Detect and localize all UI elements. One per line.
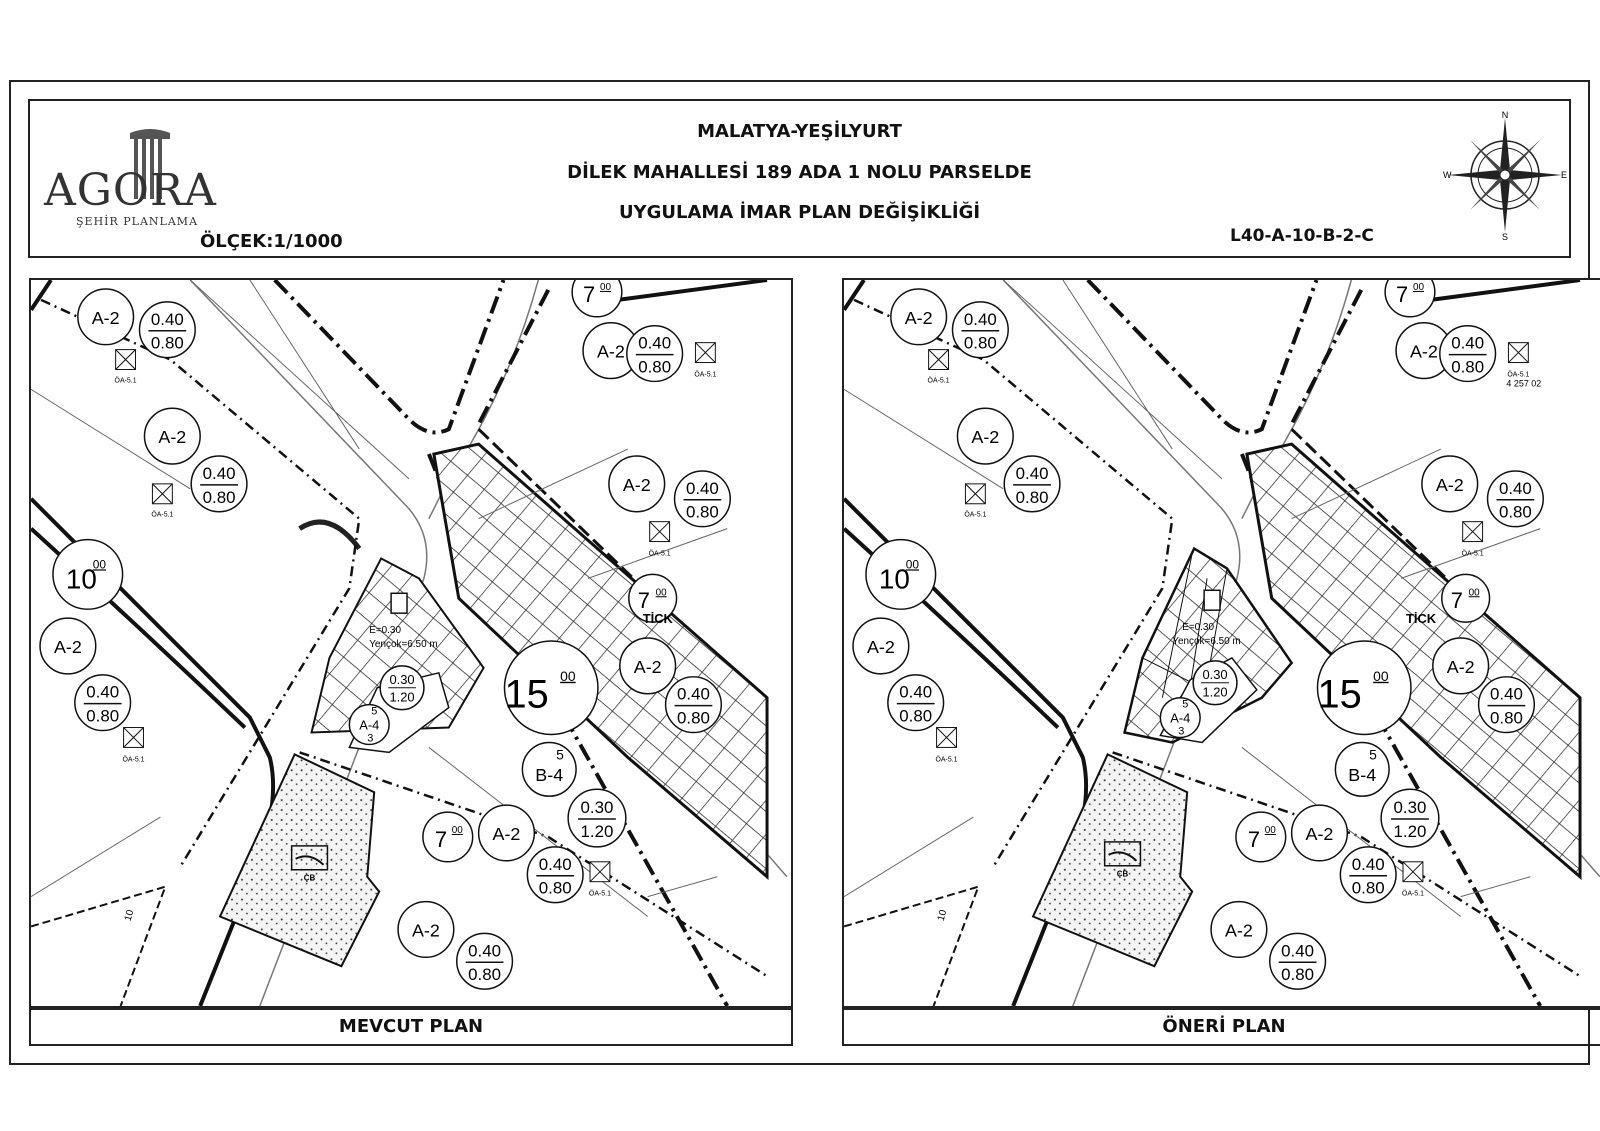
svg-text:3: 3 bbox=[1178, 725, 1185, 738]
road-width-7-right bbox=[1442, 574, 1490, 622]
svg-text:A-2: A-2 bbox=[1305, 823, 1334, 844]
sheet-number: L40-A-10-B-2-C bbox=[1230, 226, 1374, 246]
svg-text:A-2: A-2 bbox=[492, 823, 521, 844]
svg-text:A-2: A-2 bbox=[904, 307, 933, 328]
svg-text:ÇB: ÇB bbox=[303, 873, 316, 883]
svg-text:1.20: 1.20 bbox=[389, 689, 415, 705]
svg-text:0.40: 0.40 bbox=[202, 463, 236, 483]
current-plan-svg bbox=[31, 280, 791, 1006]
svg-text:7: 7 bbox=[1450, 588, 1463, 614]
svg-text:A-2: A-2 bbox=[1224, 920, 1253, 941]
svg-text:00: 00 bbox=[1412, 281, 1425, 293]
svg-text:A-2: A-2 bbox=[53, 636, 82, 657]
zone-group-1 bbox=[78, 289, 195, 384]
svg-text:0.80: 0.80 bbox=[1281, 965, 1315, 985]
svg-text:0.80: 0.80 bbox=[677, 708, 710, 728]
svg-text:0.40: 0.40 bbox=[1351, 854, 1385, 874]
svg-text:ÖA-5.1: ÖA-5.1 bbox=[151, 511, 174, 519]
svg-text:0.40: 0.40 bbox=[638, 333, 672, 353]
svg-text:0.40: 0.40 bbox=[1498, 478, 1532, 498]
svg-text:0.40: 0.40 bbox=[1490, 684, 1523, 704]
current-plan-map bbox=[29, 278, 793, 1008]
fuel-pump-icon bbox=[1204, 590, 1220, 610]
svg-text:0.80: 0.80 bbox=[468, 965, 502, 985]
svg-text:ÖA-5.1: ÖA-5.1 bbox=[935, 756, 958, 764]
svg-text:0.40: 0.40 bbox=[899, 682, 933, 702]
svg-text:0.40: 0.40 bbox=[1281, 941, 1315, 961]
svg-text:0.30: 0.30 bbox=[1202, 666, 1228, 682]
svg-text:5: 5 bbox=[556, 746, 564, 763]
svg-text:00: 00 bbox=[451, 824, 463, 836]
svg-text:A-2: A-2 bbox=[1435, 474, 1464, 495]
svg-text:0.80: 0.80 bbox=[538, 878, 572, 898]
svg-text:Yençok=6.50 m: Yençok=6.50 m bbox=[1172, 635, 1241, 647]
svg-text:0.30: 0.30 bbox=[580, 798, 614, 818]
svg-text:00: 00 bbox=[599, 281, 612, 293]
svg-text:0.80: 0.80 bbox=[1351, 878, 1385, 898]
svg-text:0.40: 0.40 bbox=[468, 941, 502, 961]
zone-group-8 bbox=[1211, 902, 1325, 990]
road-width-7-top bbox=[1385, 280, 1435, 317]
svg-text:A-2: A-2 bbox=[411, 920, 440, 941]
title-line-1: MALATYA-YEŞİLYURT bbox=[697, 121, 902, 142]
logo-name: AGORA bbox=[44, 165, 217, 216]
coordinate-label: 4 257 02 bbox=[1506, 378, 1542, 389]
svg-text:ÖA-5.1: ÖA-5.1 bbox=[648, 550, 671, 558]
svg-text:A-2: A-2 bbox=[1446, 656, 1475, 677]
svg-text:A-2: A-2 bbox=[622, 474, 651, 495]
svg-text:0.80: 0.80 bbox=[150, 333, 184, 353]
zone-group-5 bbox=[853, 618, 958, 763]
zone-group-3 bbox=[1396, 323, 1541, 389]
svg-text:7: 7 bbox=[583, 281, 596, 307]
road-width-7-mid bbox=[1236, 812, 1286, 862]
road-width-10 bbox=[53, 540, 123, 610]
svg-text:ÖA-5.1: ÖA-5.1 bbox=[114, 377, 137, 385]
zone-group-2 bbox=[957, 408, 1059, 518]
svg-text:0.80: 0.80 bbox=[202, 487, 236, 507]
svg-text:ÖA-5.1: ÖA-5.1 bbox=[964, 511, 987, 519]
svg-text:0.40: 0.40 bbox=[150, 309, 184, 329]
proposed-plan-caption: ÖNERİ PLAN bbox=[842, 1008, 1600, 1046]
title-line-2: DİLEK MAHALLESİ 189 ADA 1 NOLU PARSELDE bbox=[567, 162, 1032, 183]
svg-text:0.80: 0.80 bbox=[638, 357, 672, 377]
svg-text:7: 7 bbox=[1396, 281, 1409, 307]
fuel-pump-icon bbox=[391, 593, 407, 613]
compass-w: W bbox=[1443, 170, 1452, 180]
contour-10: 10 bbox=[935, 908, 950, 923]
svg-text:0.80: 0.80 bbox=[899, 706, 933, 726]
zone-group-5 bbox=[40, 618, 145, 763]
compass-n: N bbox=[1501, 110, 1509, 120]
svg-text:A-2: A-2 bbox=[158, 427, 187, 448]
road-width-10 bbox=[866, 540, 936, 610]
proposed-plan-svg bbox=[844, 280, 1600, 1006]
svg-text:15: 15 bbox=[1317, 672, 1362, 717]
road-width-7-mid bbox=[423, 812, 473, 862]
svg-text:00: 00 bbox=[1468, 587, 1480, 599]
svg-text:0.80: 0.80 bbox=[86, 706, 120, 726]
svg-text:ÖA-5.1: ÖA-5.1 bbox=[1401, 890, 1424, 898]
svg-text:A-2: A-2 bbox=[866, 636, 895, 657]
svg-text:00: 00 bbox=[92, 557, 107, 572]
svg-text:0.80: 0.80 bbox=[963, 333, 997, 353]
svg-text:0.80: 0.80 bbox=[1490, 708, 1523, 728]
svg-text:10: 10 bbox=[878, 563, 910, 595]
svg-text:00: 00 bbox=[1373, 667, 1389, 684]
svg-text:1.20: 1.20 bbox=[1202, 684, 1228, 700]
svg-text:A-4: A-4 bbox=[1170, 710, 1191, 726]
svg-text:A-2: A-2 bbox=[633, 656, 662, 677]
svg-text:0.80: 0.80 bbox=[1451, 357, 1485, 377]
svg-text:0.80: 0.80 bbox=[685, 502, 719, 522]
scale-label: ÖLÇEK:1/1000 bbox=[200, 231, 343, 252]
svg-text:ÖA-5.1: ÖA-5.1 bbox=[588, 890, 611, 898]
svg-text:7: 7 bbox=[637, 588, 650, 614]
svg-text:ÇB: ÇB bbox=[1116, 869, 1129, 879]
svg-text:0.40: 0.40 bbox=[963, 309, 997, 329]
svg-text:0.80: 0.80 bbox=[1498, 502, 1532, 522]
title-block bbox=[28, 99, 1571, 258]
svg-text:ÖA-5.1: ÖA-5.1 bbox=[1507, 371, 1530, 379]
svg-text:E=0.30: E=0.30 bbox=[1182, 622, 1215, 634]
zone-group-2 bbox=[144, 408, 246, 518]
svg-text:0.40: 0.40 bbox=[1015, 463, 1049, 483]
svg-text:A-2: A-2 bbox=[1409, 341, 1438, 362]
svg-text:A-2: A-2 bbox=[971, 427, 1000, 448]
svg-text:1.20: 1.20 bbox=[580, 821, 614, 841]
svg-text:ÖA-5.1: ÖA-5.1 bbox=[1461, 550, 1484, 558]
svg-text:5: 5 bbox=[1369, 746, 1377, 763]
svg-text:E=0.30: E=0.30 bbox=[369, 625, 402, 637]
svg-text:0.80: 0.80 bbox=[1015, 487, 1049, 507]
svg-text:7: 7 bbox=[1247, 826, 1261, 852]
title-line-3: UYGULAMA İMAR PLAN DEĞİŞİKLİĞİ bbox=[618, 202, 981, 223]
road-width-15 bbox=[504, 641, 597, 734]
svg-text:TİCK: TİCK bbox=[1405, 611, 1437, 627]
zone-group-1 bbox=[891, 289, 1008, 384]
svg-text:0.40: 0.40 bbox=[677, 684, 710, 704]
svg-text:0.40: 0.40 bbox=[86, 682, 120, 702]
svg-text:TİCK: TİCK bbox=[642, 611, 673, 627]
compass-rose-icon bbox=[1440, 110, 1570, 240]
svg-text:0.40: 0.40 bbox=[538, 854, 572, 874]
zone-group-3 bbox=[583, 323, 716, 382]
svg-text:A-2: A-2 bbox=[91, 307, 120, 328]
svg-text:10: 10 bbox=[65, 563, 97, 595]
svg-text:00: 00 bbox=[560, 667, 576, 684]
svg-text:A-2: A-2 bbox=[596, 341, 625, 362]
svg-text:0.40: 0.40 bbox=[1451, 333, 1485, 353]
road-width-7-top bbox=[572, 280, 622, 317]
svg-text:B-4: B-4 bbox=[1348, 765, 1377, 786]
svg-text:3: 3 bbox=[367, 732, 374, 745]
svg-text:00: 00 bbox=[655, 587, 667, 599]
svg-text:00: 00 bbox=[1264, 824, 1276, 836]
svg-text:00: 00 bbox=[905, 557, 920, 572]
road-width-15 bbox=[1317, 641, 1410, 734]
svg-text:7: 7 bbox=[434, 826, 448, 852]
svg-text:0.30: 0.30 bbox=[1393, 798, 1427, 818]
proposed-plan-map bbox=[842, 278, 1600, 1008]
svg-text:ÖA-5.1: ÖA-5.1 bbox=[694, 371, 717, 379]
svg-text:B-4: B-4 bbox=[535, 765, 564, 786]
zone-group-4 bbox=[609, 456, 730, 557]
zone-group-4 bbox=[1422, 456, 1543, 557]
zone-group-8 bbox=[398, 902, 512, 990]
svg-text:15: 15 bbox=[504, 672, 549, 717]
svg-text:5: 5 bbox=[371, 705, 378, 718]
svg-text:0.30: 0.30 bbox=[389, 671, 415, 687]
svg-text:ÖA-5.1: ÖA-5.1 bbox=[927, 377, 950, 385]
svg-text:1.20: 1.20 bbox=[1393, 821, 1427, 841]
logo-subtitle: ŞEHİR PLANLAMA bbox=[76, 215, 199, 228]
contour-10: 10 bbox=[122, 908, 137, 923]
svg-text:0.40: 0.40 bbox=[685, 478, 719, 498]
svg-text:5: 5 bbox=[1182, 698, 1189, 711]
svg-text:ÖA-5.1: ÖA-5.1 bbox=[122, 756, 145, 764]
current-plan-caption: MEVCUT PLAN bbox=[29, 1008, 793, 1046]
svg-text:A-4: A-4 bbox=[359, 717, 380, 733]
compass-e: E bbox=[1561, 170, 1568, 180]
compass-s: S bbox=[1501, 232, 1509, 240]
svg-text:Yençok=6.50 m: Yençok=6.50 m bbox=[369, 638, 438, 650]
